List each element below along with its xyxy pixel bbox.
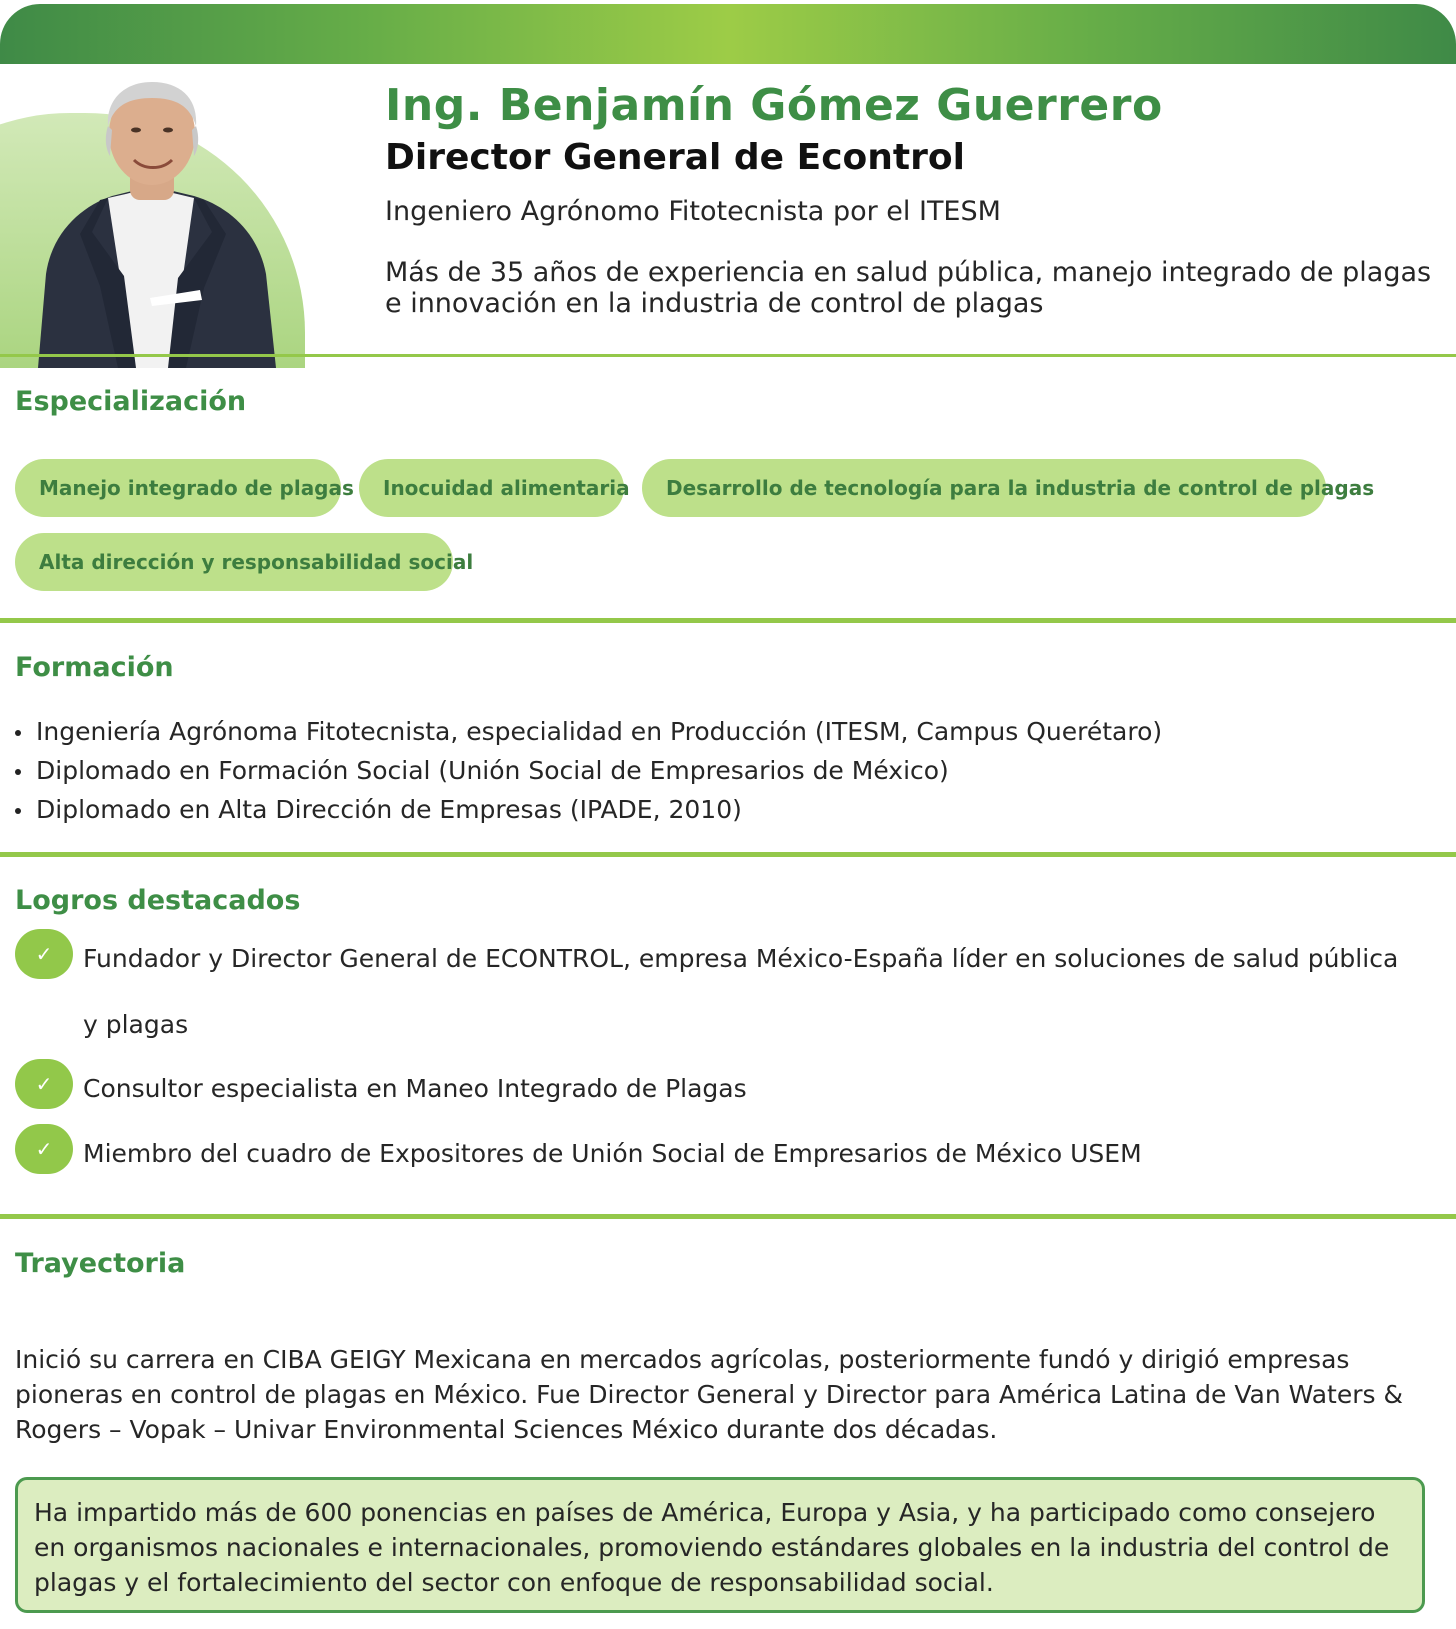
header-gradient-bar [0, 4, 1456, 64]
achievement-text-continued: y plagas [83, 1010, 189, 1039]
specialty-chip: Desarrollo de tecnología para la industria de control de plagas [642, 459, 1326, 517]
check-icon: ✓ [15, 929, 73, 979]
list-item: Diplomado en Alta Dirección de Empresas (IPADE, 2010) [15, 790, 1162, 829]
section-divider [0, 354, 1456, 357]
achievement-text: Consultor especialista en Maneo Integrado de Plagas [83, 1074, 747, 1103]
check-icon: ✓ [15, 1059, 73, 1109]
specialty-chip: Alta dirección y responsabilidad social [15, 533, 453, 591]
person-portrait-icon [0, 64, 305, 368]
degree-text: Ingeniero Agrónomo Fitotecnista por el ITESM [385, 196, 1001, 227]
especializacion-heading: Especialización [15, 386, 247, 417]
section-divider [0, 852, 1456, 857]
list-item: Ingeniería Agrónoma Fitotecnista, especialidad en Producción (ITESM, Campus Querétaro) [15, 712, 1162, 751]
list-item: Diplomado en Formación Social (Unión Social de Empresarios de México) [15, 751, 1162, 790]
formacion-list [15, 712, 1162, 829]
achievement-text: Miembro del cuadro de Expositores de Unión Social de Empresarios de México USEM [83, 1139, 1142, 1168]
check-icon: ✓ [15, 1124, 73, 1174]
specialty-chip: Inocuidad alimentaria [359, 459, 624, 517]
highlight-callout: Ha impartido más de 600 ponencias en países de América, Europa y Asia, y ha participado como consejero en organismos nacionales e internacionales, promoviendo estándares globales en la industria del control de plagas y el fortalecimiento del sector con enfoque de responsabilidad social. [15, 1477, 1425, 1613]
career-text: Inició su carrera en CIBA GEIGY Mexicana en mercados agrícolas, posteriormente fundó y dirigió empresas pioneras en control de plagas en México. Fue Director General y Director para América Latina de Van Waters & Rogers – Vopak – Univar Environmental Sciences México durante dos décadas. [15, 1345, 1403, 1444]
specialty-chip: Manejo integrado de plagas [15, 459, 341, 517]
person-name: Ing. Benjamín Gómez Guerrero [385, 80, 1163, 131]
trayectoria-heading: Trayectoria [15, 1248, 186, 1279]
experience-summary: Más de 35 años de experiencia en salud pública, manejo integrado de plagas e innovación en la industria de control de plagas [385, 257, 1432, 319]
job-title: Director General de Econtrol [385, 137, 965, 178]
achievement-text: Fundador y Director General de ECONTROL, empresa México-España líder en soluciones de salud pública [83, 944, 1399, 973]
section-divider [0, 618, 1456, 623]
logros-heading: Logros destacados [15, 885, 301, 916]
section-divider [0, 1214, 1456, 1219]
formacion-heading: Formación [15, 652, 174, 683]
profile-photo [0, 64, 305, 368]
